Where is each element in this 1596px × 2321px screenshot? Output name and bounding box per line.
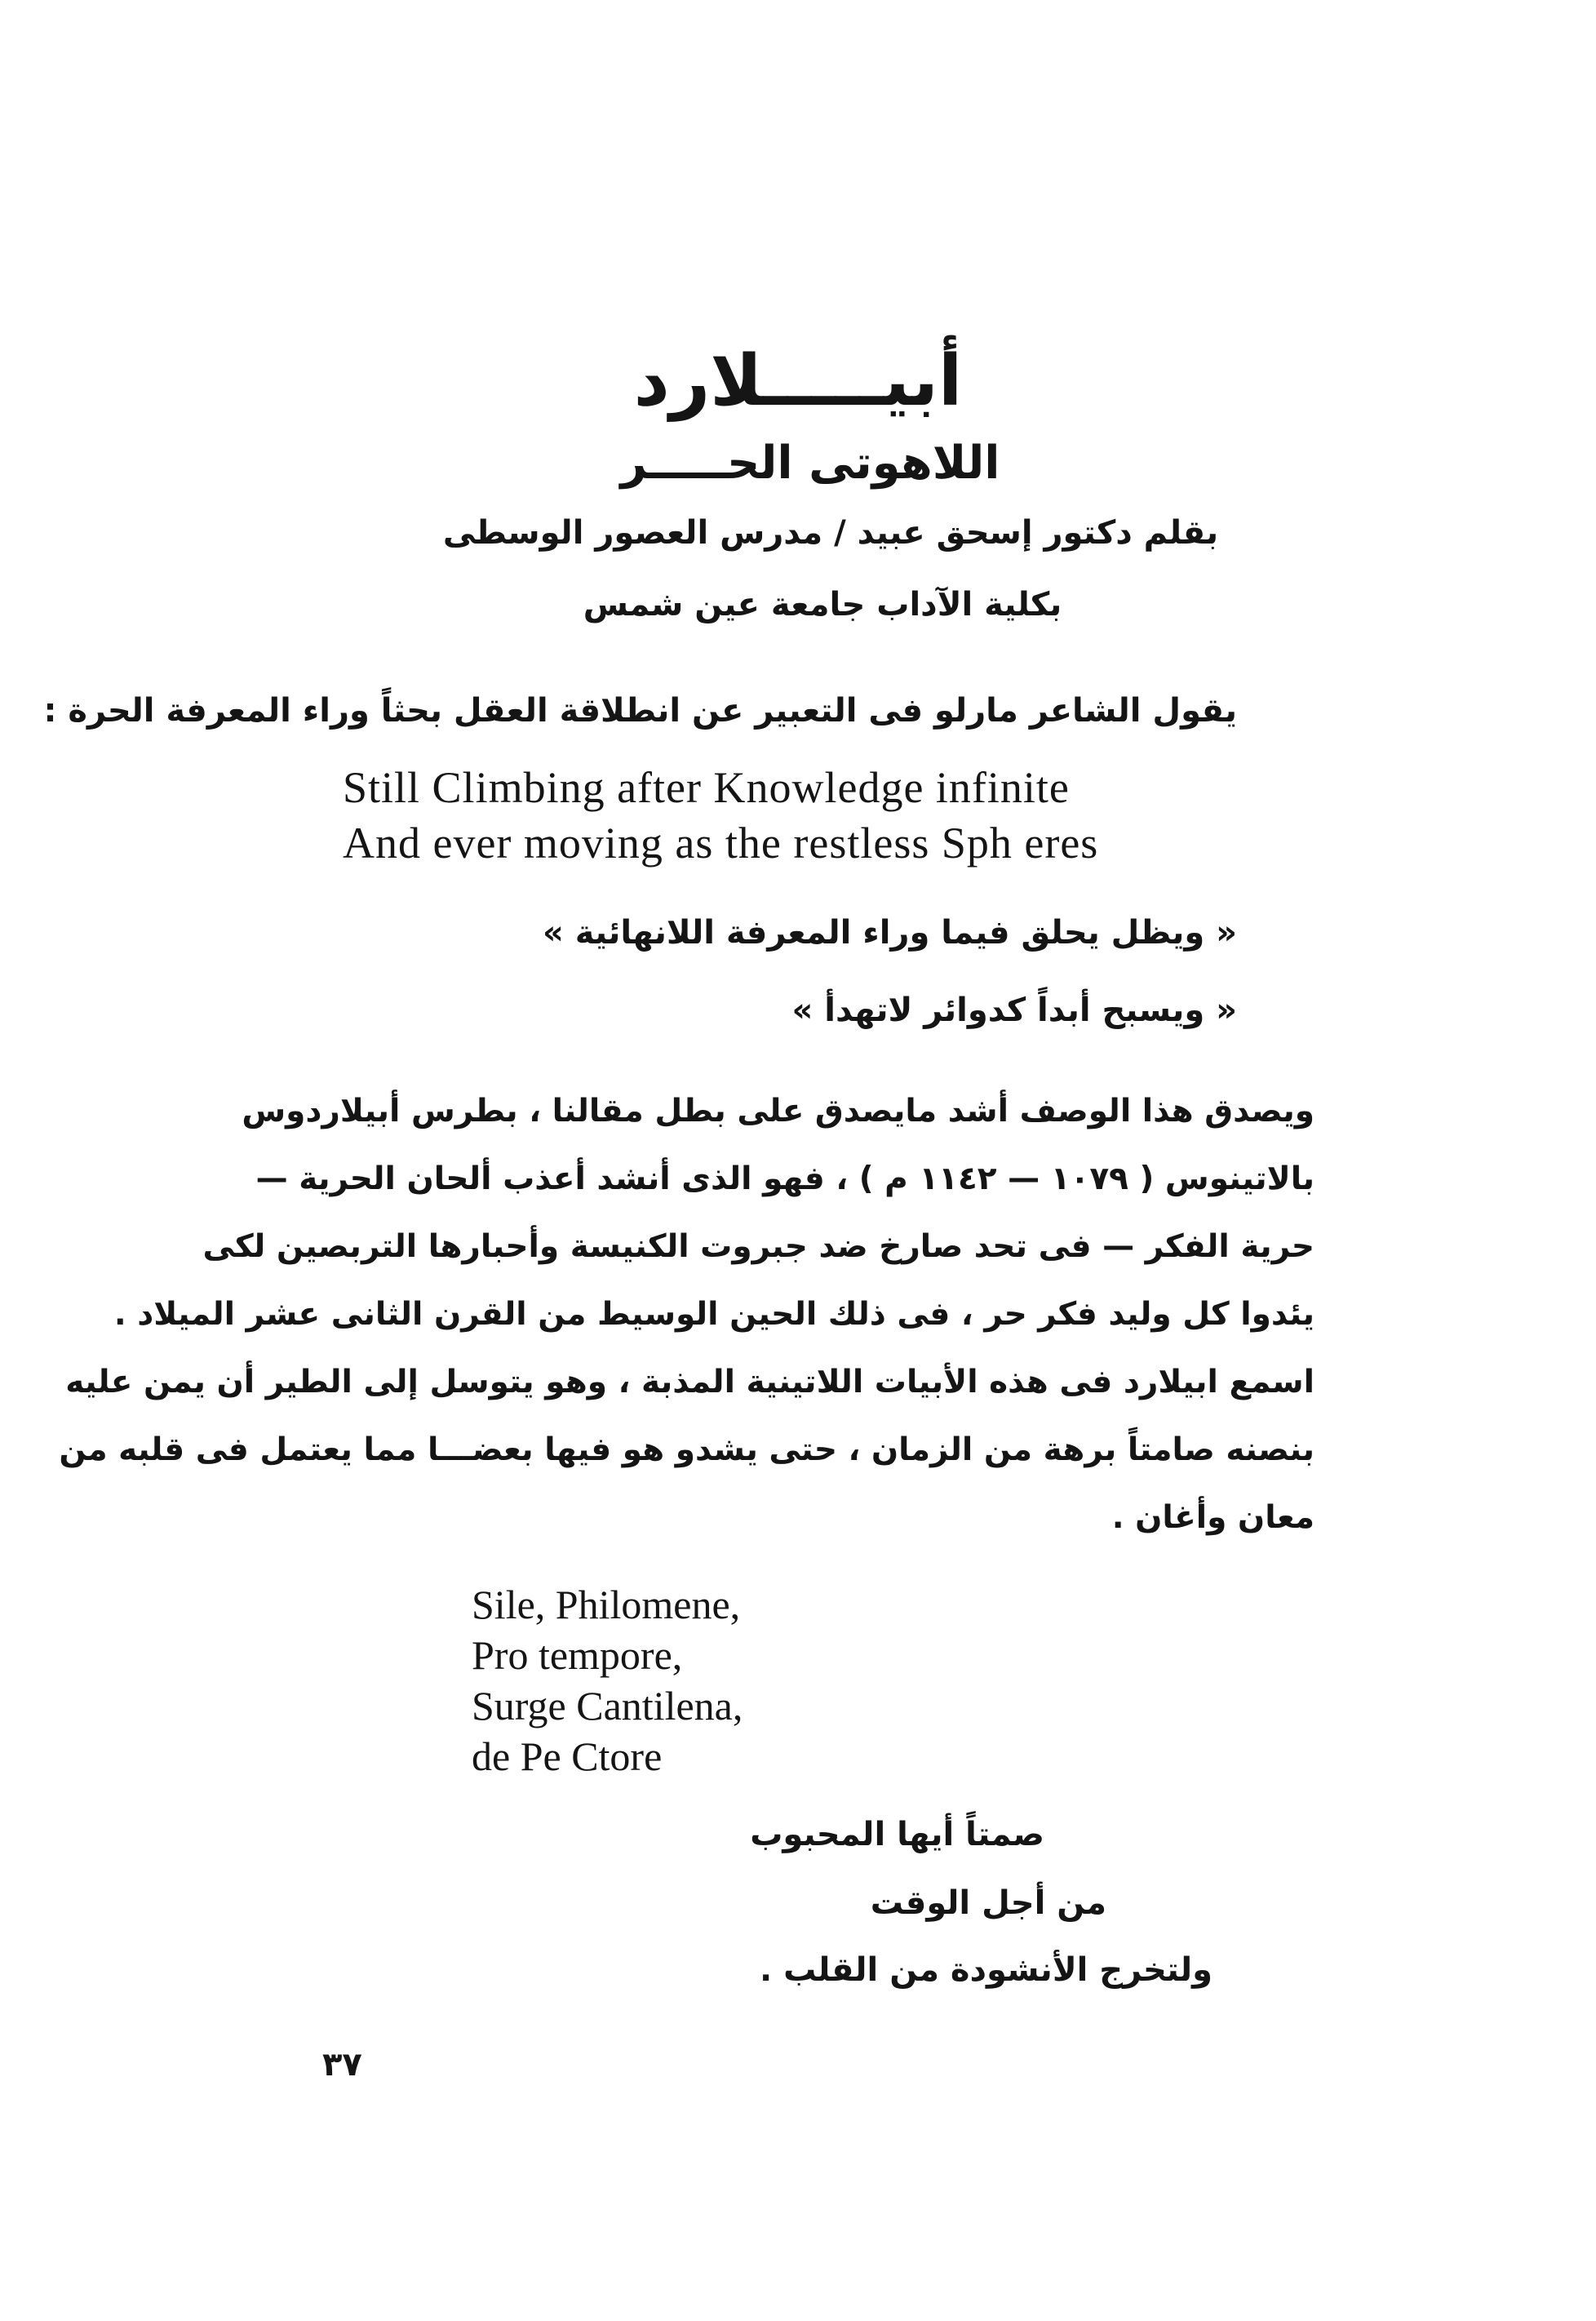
body-paragraph [59, 1077, 1314, 1551]
article-subtitle: اللاهوتى الحـــــر [620, 437, 1000, 490]
latin-verse-line: Surge Cantilena, [472, 1683, 743, 1729]
paragraph-line: ويصدق هذا الوصف أشد مايصدق على بطل مقالنا ، بطرس أبيلاردوس [242, 1093, 1314, 1129]
intro-sentence: يقول الشاعر مارلو فى التعبير عن انطلاقة العقل بحثاً وراء المعرفة الحرة : [43, 692, 1237, 730]
paragraph-line: بالاتينوس ( ١٠٧٩ — ١١٤٢ م ) ، فهو الذى أنشد أعذب ألحان الحرية — [255, 1160, 1314, 1197]
paragraph-line: بنصنه صامتاً برهة من الزمان ، حتى يشدو هو فيها بعضـــا مما يعتمل فى قلبه من [59, 1431, 1314, 1468]
author-affiliation: بكلية الآداب جامعة عين شمس [583, 586, 1062, 624]
page-number: ٣٧ [322, 2046, 362, 2084]
latin-verse-line: Pro tempore, [472, 1632, 683, 1678]
paragraph-line: حرية الفكر — فى تحد صارخ ضد جبروت الكنيسة وأحبارها التربصين لكى [202, 1228, 1314, 1265]
english-quote-line: Still Climbing after Knowledge infinite [343, 763, 1070, 812]
arabic-verse-line: صمتاً أيها المحبوب [750, 1816, 1044, 1853]
author-byline: بقلم دكتور إسحق عبيد / مدرس العصور الوسطى [442, 514, 1219, 552]
arabic-quote-line: « ويظل يحلق فيما وراء المعرفة اللانهائية » [543, 914, 1237, 952]
arabic-quote-line: « ويسبح أبداً كدوائر لاتهدأ » [791, 992, 1237, 1029]
paragraph-line: معان وأغان . [1111, 1499, 1314, 1536]
arabic-verse-line: ولتخرج الأنشودة من القلب . [759, 1951, 1213, 1989]
english-quote-line: And ever moving as the restless Sph eres [343, 819, 1099, 868]
latin-verse-line: Sile, Philomene, [472, 1582, 741, 1627]
latin-verse-line: de Pe Ctore [472, 1733, 663, 1779]
arabic-verse-line: من أجل الوقت [870, 1884, 1106, 1922]
article-title: أبيـــــلارد [633, 340, 963, 422]
paragraph-line: اسمع ابيلارد فى هذه الأبيات اللاتينية المذبة ، وهو يتوسل إلى الطير أن يمن عليه [65, 1364, 1314, 1400]
paragraph-line: يئدوا كل وليد فكر حر ، فى ذلك الحين الوسيط من القرن الثانى عشر الميلاد . [113, 1296, 1314, 1333]
